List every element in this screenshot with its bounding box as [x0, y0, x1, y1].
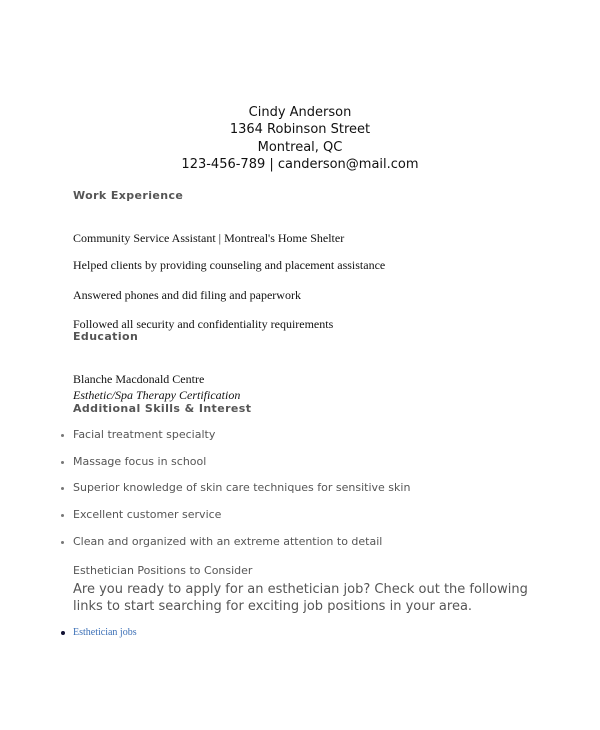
duty-item: Answered phones and did filing and paperwork — [73, 288, 301, 302]
city-address: Montreal, QC — [257, 140, 343, 155]
work-experience-heading: Work Experience — [73, 189, 184, 202]
bullet-icon — [61, 461, 64, 464]
skill-item: Clean and organized with an extreme attention to detail — [73, 535, 383, 548]
street-address: 1364 Robinson Street — [229, 122, 371, 137]
skill-item: Massage focus in school — [73, 455, 207, 468]
bullet-icon — [61, 541, 64, 544]
positions-title: Esthetician Positions to Consider — [73, 564, 253, 577]
duty-item: Followed all security and confidentiality requirements — [73, 317, 334, 331]
bullet-icon — [61, 434, 64, 437]
skill-item: Facial treatment specialty — [73, 428, 216, 441]
school-name: Blanche Macdonald Centre — [73, 372, 205, 386]
bullet-icon — [61, 631, 65, 635]
bullet-icon — [61, 514, 64, 517]
skill-item: Superior knowledge of skin care techniques for sensitive skin — [73, 481, 411, 494]
duty-item: Helped clients by providing counseling and placement assistance — [73, 258, 386, 272]
contact-line: 123-456-789 | canderson@mail.com — [181, 157, 419, 172]
skills-heading: Additional Skills & Interest — [73, 402, 252, 415]
bullet-icon — [61, 487, 64, 490]
positions-intro: Are you ready to apply for an esthetician job? Check out the following links to start searching for exciting job positions in your area. — [73, 582, 528, 614]
job-title: Community Service Assistant | Montreal's Home Shelter — [73, 231, 345, 245]
skill-item: Excellent customer service — [73, 508, 222, 521]
candidate-name: Cindy Anderson — [248, 105, 352, 120]
certification: Esthetic/Spa Therapy Certification — [73, 388, 241, 402]
education-heading: Education — [73, 330, 139, 343]
esthetician-jobs-link[interactable]: Esthetician jobs — [73, 627, 137, 638]
